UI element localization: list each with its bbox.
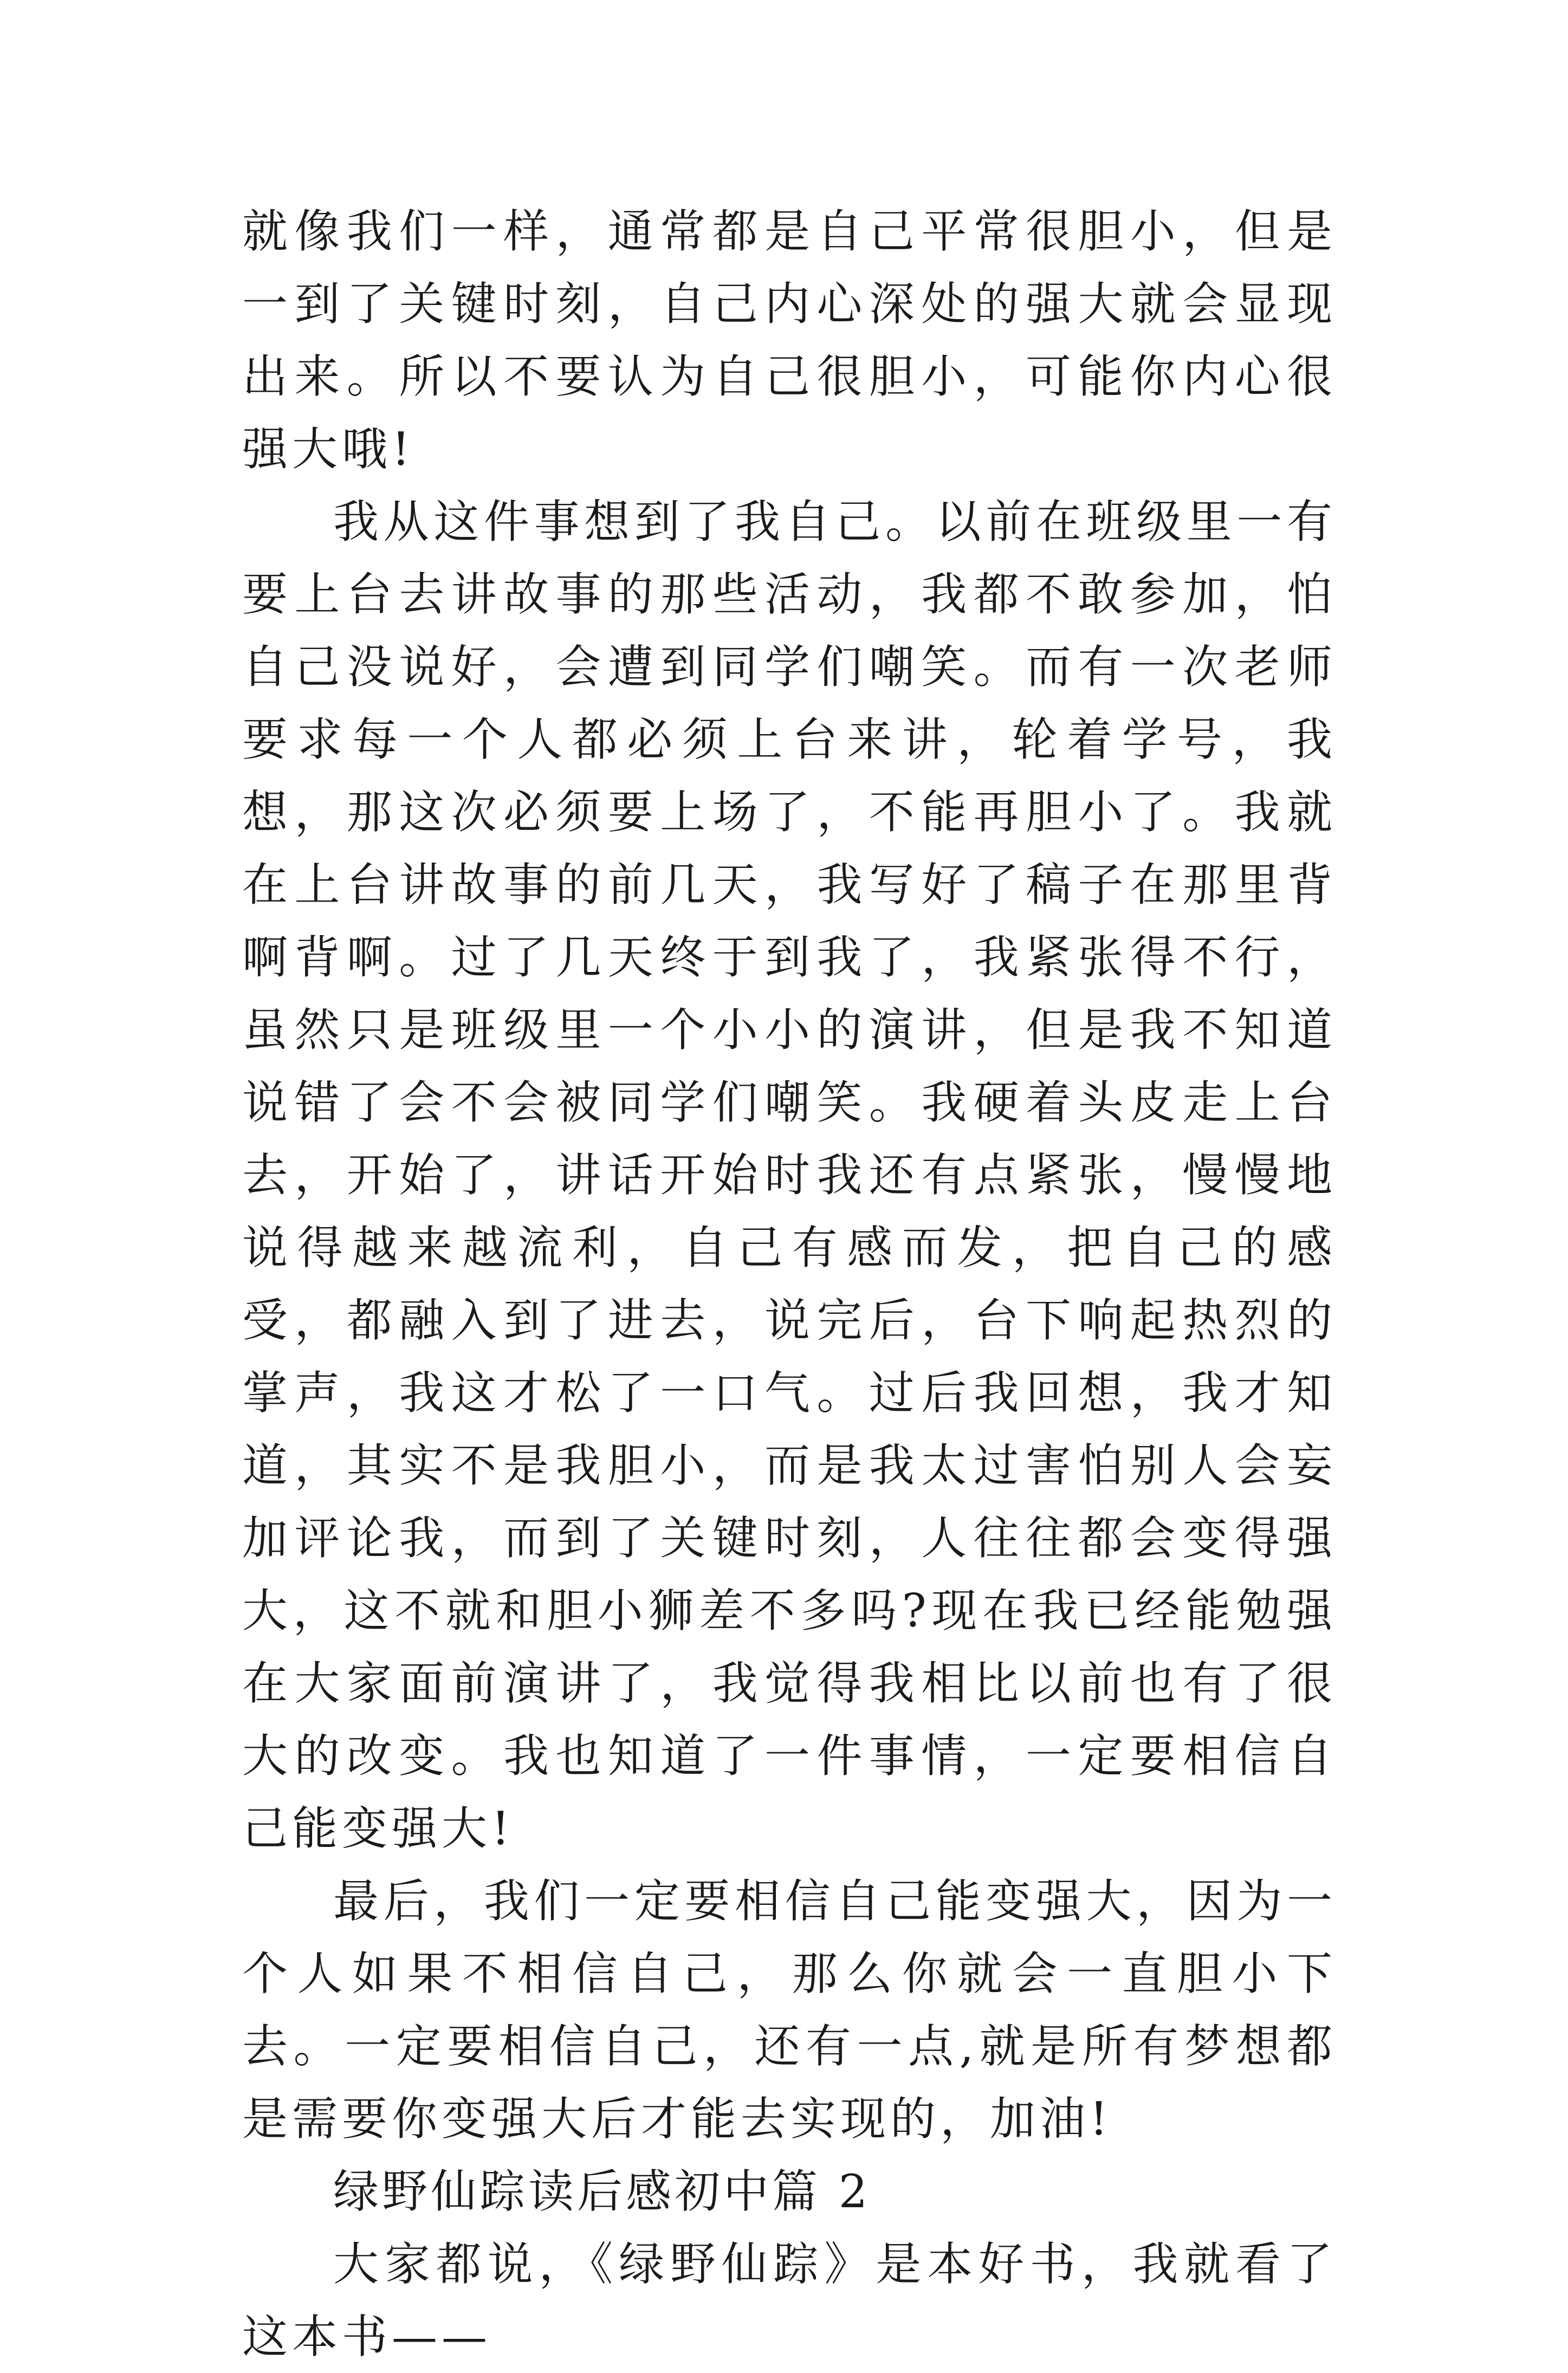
section-heading: 绿野仙踪读后感初中篇 2 [333, 2165, 871, 2218]
paragraph-2: 我从这件事想到了我自己。以前在班级里一有要上台去讲故事的那些活动，我都不敢参加，怕自己没说好，会遭到同学们嘲笑。而有一次老师要求每一个人都必须上台来讲，轮着学号，我想，那这次必须要上场了，不能再胆小了。我就在上台讲故事的前几天，我写好了稿子在那里背啊背啊。过了几天终于到我了，我紧张得不行，虽然只是班级里一个小小的演讲，但是我不知道说错了会不会被同学们嘲笑。我硬着头皮走上台去，开始了，讲话开始时我还有点紧张，慢慢地说得越来越流利，自己有感而发，把自己的感受，都融入到了进去，说完后，台下响起热烈的掌声，我这才松了一口气。过后我回想，我才知道，其实不是我胆小，而是我太过害怕别人会妄加评论我，而到了关键时刻，人往往都会变得强大，这不就和胆小狮差不多吗?现在我已经能勉强在大家面前演讲了，我觉得我相比以前也有了很大的改变。我也知道了一件事情，一定要相信自己能变强大! [242, 495, 1337, 1855]
document-body [242, 195, 1337, 2373]
paragraph-1: 就像我们一样，通常都是自己平常很胆小，但是一到了关键时刻，自己内心深处的强大就会显现出来。所以不要认为自己很胆小，可能你内心很强大哦! [242, 205, 1337, 476]
paragraph-4: 大家都说，《绿野仙踪》是本好书，我就看了这本书—— [242, 2238, 1337, 2363]
paragraph-3: 最后，我们一定要相信自己能变强大，因为一个人如果不相信自己，那么你就会一直胆小下去。一定要相信自己，还有一点,就是所有梦想都是需要你变强大后才能去实现的，加油! [242, 1875, 1337, 2145]
